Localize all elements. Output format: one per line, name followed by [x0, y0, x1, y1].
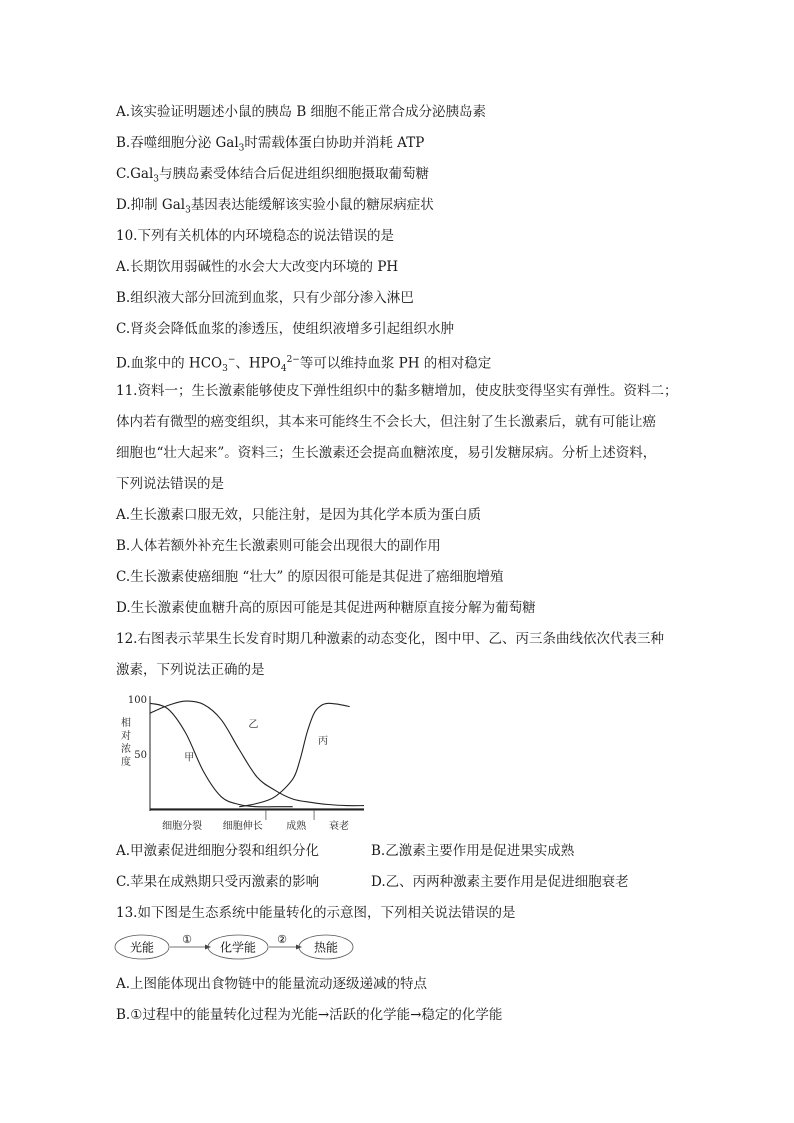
q9-option-b	[116, 133, 424, 159]
subscript: 3	[153, 174, 160, 185]
q12-option-b: B.乙激素主要作用是促进果实成熟	[371, 843, 575, 859]
q11-stem-line-3: 细胞也“壮大起来”。资料三；生长激素还会提高血糖浓度，易引发糖尿病。分析上述资料，	[116, 445, 657, 461]
y-axis-label-char: 相	[121, 718, 131, 729]
x-category-label: 细胞伸长	[222, 821, 263, 832]
subscript: 4	[280, 364, 287, 375]
hormone-chart	[114, 690, 370, 838]
superscript: −	[227, 355, 236, 365]
q13-stem: 13.如下图是生态系统中能量转化的示意图，下列相关说法错误的是	[116, 905, 516, 921]
superscript: 2−	[286, 355, 300, 365]
flow-arrow-label: ②	[277, 933, 287, 946]
q11-option-a: A.生长激素口服无效，只能注射，是因为其化学本质为蛋白质	[116, 507, 482, 523]
series-label: 乙	[248, 719, 259, 731]
q12-option-c: C.苹果在成熟期只受丙激素的影响	[116, 874, 320, 890]
q13-option-b: B.①过程中的能量转化过程为光能→活跃的化学能→稳定的化学能	[116, 1007, 503, 1023]
q9-option-d	[116, 195, 434, 221]
series-label: 甲	[184, 752, 195, 764]
q11-stem-line-2: 体内若有微型的癌变组织，其本来可能终生不会长大，但注射了生长激素后，就有可能让癌	[116, 414, 656, 430]
y-axis-label-char: 度	[121, 757, 131, 768]
q10-option-d-text: 等可以维持血浆 PH 的相对稳定	[299, 355, 492, 372]
q12-stem-line-2: 激素，下列说法正确的是	[116, 662, 265, 678]
q11-option-c: C.生长激素使癌细胞 “壮大” 的原因很可能是其促进了癌细胞增殖	[116, 569, 504, 585]
q9-option-c	[116, 164, 429, 190]
series-label: 丙	[317, 736, 328, 747]
q10-stem: 10.下列有关机体的内环境稳态的说法错误的是	[116, 228, 394, 244]
q9-option-c-text: C.Gal	[116, 166, 154, 182]
q9-option-a: A.该实验证明题述小鼠的胰岛 B 细胞不能正常合成分泌胰岛素	[116, 104, 487, 120]
series-jia-line	[150, 703, 293, 807]
q9-option-b-text: B.吞噬细胞分泌 Gal	[116, 135, 239, 151]
chart-plot-area	[121, 695, 364, 832]
flow-node-label: 化学能	[219, 940, 257, 955]
q11-option-d: D.生长激素使血糖升高的原因可能是其促进两种糖原直接分解为葡萄糖	[116, 600, 536, 616]
q12-option-a: A.甲激素促进细胞分裂和组织分化	[116, 843, 320, 859]
flow-node-label: 热能	[313, 940, 339, 955]
series-yi-line	[150, 701, 364, 806]
q12-stem-line-1: 12.右图表示苹果生长发育时期几种激素的动态变化，图中甲、乙、丙三条曲线依次代表三种	[116, 631, 664, 647]
energy-flow-diagram	[114, 932, 364, 962]
q12-option-d: D.乙、丙两种激素主要作用是促进细胞衰老	[371, 874, 629, 890]
q9-option-b-text: 时需载体蛋白协助并消耗 ATP	[244, 135, 425, 151]
subscript: 3	[222, 364, 228, 375]
q11-stem-line-1: 11.资料一；生长激素能够使皮下弹性组织中的黏多糖增加，使皮肤变得坚实有弹性。资料二；	[116, 383, 678, 399]
subscript: 3	[238, 143, 245, 154]
q10-option-d-text: 、HPO	[235, 355, 281, 372]
y-tick-label: 100	[127, 695, 147, 706]
x-category-label: 细胞分裂	[162, 821, 203, 832]
q9-option-c-text: 与胰岛素受体结合后促进组织细胞摄取葡萄糖	[159, 166, 430, 182]
y-axis-label-char: 对	[121, 731, 131, 742]
q10-option-c: C.肾炎会降低血浆的渗透压，使组织液增多引起组织水肿	[116, 321, 455, 337]
q13-option-a: A.上图能体现出食物链中的能量流动逐级递减的特点	[116, 976, 428, 992]
q11-option-b: B.人体若额外补充生长激素则可能会出现很大的副作用	[116, 538, 441, 554]
q10-option-b: B.组织液大部分回流到血浆，只有少部分渗入淋巴	[116, 290, 414, 306]
y-axis-label-char: 浓	[121, 744, 131, 755]
flow-node-label: 光能	[129, 940, 155, 955]
x-category-label: 成熟	[286, 821, 307, 832]
q9-option-d-text: 基因表达能缓解该实验小鼠的糖尿病症状	[190, 197, 434, 213]
y-tick-label: 50	[134, 750, 147, 761]
x-category-label: 衰老	[329, 821, 350, 832]
q11-stem-line-4: 下列说法错误的是	[116, 476, 224, 492]
q10-option-d	[116, 350, 491, 379]
q10-option-d-text: D.血浆中的 HCO	[116, 355, 223, 372]
subscript: 3	[185, 205, 191, 216]
q9-option-d-text: D.抑制 Gal	[116, 197, 186, 213]
q10-option-a: A.长期饮用弱碱性的水会大大改变内环境的 PH	[116, 259, 399, 275]
flow-arrow-label: ①	[182, 933, 192, 946]
